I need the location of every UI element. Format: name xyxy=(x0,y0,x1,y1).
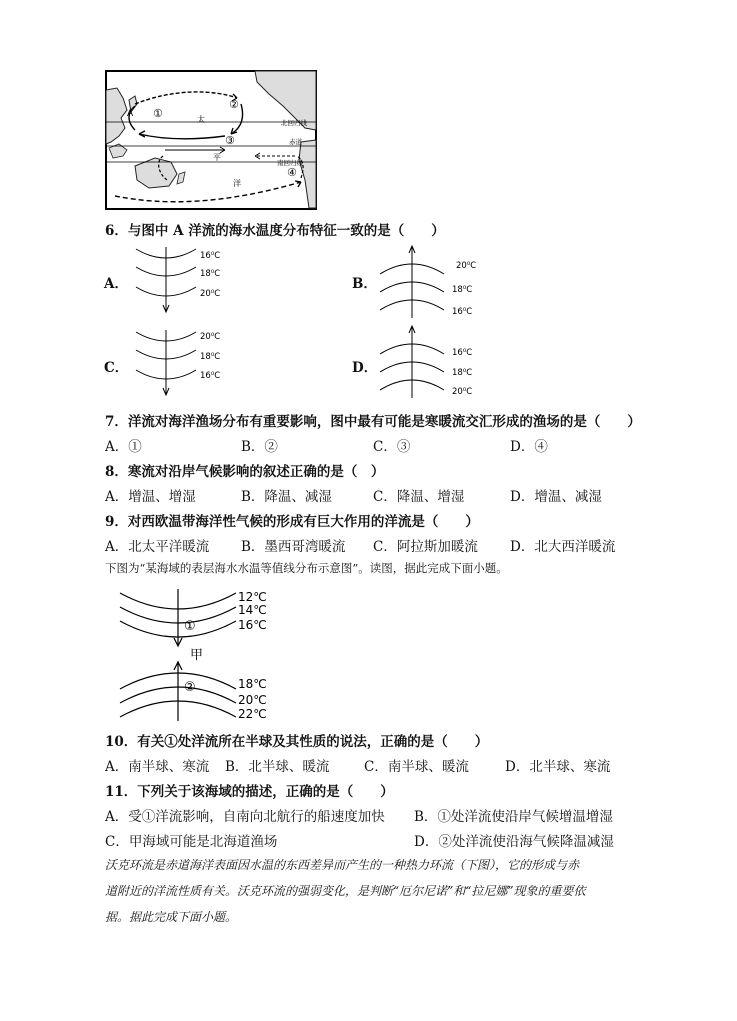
marker-3: ③ xyxy=(225,134,235,147)
isotherm-label-14: 14℃ xyxy=(238,603,267,617)
q9-stem: 9．对西欧温带海洋性气候的形成有巨大作用的洋流是（ ） xyxy=(105,514,479,530)
q9-option-a[interactable]: A．北太平洋暖流 xyxy=(105,539,210,555)
label-ping: 平 xyxy=(213,153,221,162)
q9-option-c[interactable]: C．阿拉斯加暖流 xyxy=(373,539,478,555)
q6-option-a-letter[interactable]: A． xyxy=(104,276,128,292)
q6-a-t1: 16⁰C xyxy=(200,251,221,261)
q8-option-a[interactable]: A．增温、增湿 xyxy=(105,489,196,505)
q7-option-d[interactable]: D．④ xyxy=(510,439,548,455)
q6-option-c-letter[interactable]: C． xyxy=(104,360,129,376)
marker-2: ② xyxy=(229,98,239,111)
q6-option-b-diagram xyxy=(370,244,490,320)
isotherm-label-16: 16℃ xyxy=(238,618,267,632)
q6-stem: 6．与图中 A 洋流的海水温度分布特征一致的是（ ） xyxy=(105,223,445,239)
q10-option-a[interactable]: A．南半球、寒流 xyxy=(105,759,210,775)
q6-a-t2: 18⁰C xyxy=(200,269,221,279)
q6-c-t3: 16⁰C xyxy=(200,371,221,381)
isotherm-diagram xyxy=(110,585,290,725)
q6-d-t2: 18⁰C xyxy=(452,368,473,378)
label-equator: 赤道 xyxy=(289,138,302,146)
marker-4: ④ xyxy=(287,166,297,179)
q11-option-a[interactable]: A．受①洋流影响，自南向北航行的船速度加快 xyxy=(105,809,385,825)
q6-c-t2: 18⁰C xyxy=(200,352,221,362)
q10-option-b[interactable]: B．北半球、暖流 xyxy=(225,759,330,775)
q8-stem: 8．寒流对沿岸气候影响的叙述正确的是（ ） xyxy=(105,464,385,480)
q10-option-d[interactable]: D．北半球、寒流 xyxy=(505,759,611,775)
q6-b-t1: 20⁰C xyxy=(456,261,477,271)
q9-option-b[interactable]: B．墨西哥湾暖流 xyxy=(241,539,346,555)
isotherm-marker-1: ① xyxy=(184,619,196,634)
q7-option-c[interactable]: C．③ xyxy=(373,439,411,455)
q6-a-t3: 20⁰C xyxy=(200,289,221,299)
q11-option-c[interactable]: C．甲海域可能是北海道渔场 xyxy=(105,834,278,850)
q6-option-c-diagram xyxy=(118,328,228,398)
q6-option-a-diagram xyxy=(118,245,228,315)
isotherm-label-12: 12℃ xyxy=(238,590,267,604)
q11-stem: 11．下列关于该海域的描述，正确的是（ ） xyxy=(105,784,394,800)
q6-d-t3: 20⁰C xyxy=(452,387,473,397)
q9-option-d[interactable]: D．北大西洋暖流 xyxy=(510,539,616,555)
label-tropic-cancer: 北回归线 xyxy=(281,119,307,127)
q11-option-d[interactable]: D．②处洋流使沿海气候降温减湿 xyxy=(414,834,614,850)
isotherm-label-22: 22℃ xyxy=(238,707,267,721)
q8-option-c[interactable]: C．降温、增湿 xyxy=(373,489,465,505)
isotherm-label-18: 18℃ xyxy=(238,677,267,691)
label-tropic-capricorn: 南回归线 xyxy=(277,159,303,167)
q6-b-t3: 16⁰C xyxy=(452,307,473,317)
marker-1: ① xyxy=(153,107,163,120)
q6-c-t1: 20⁰C xyxy=(200,332,221,342)
q6-b-t2: 18⁰C xyxy=(452,285,473,295)
label-A: A xyxy=(127,109,134,119)
q6-d-t1: 16⁰C xyxy=(452,348,473,358)
q10-stem: 10．有关①处洋流所在半球及其性质的说法，正确的是（ ） xyxy=(105,734,489,750)
q7-option-b[interactable]: B．② xyxy=(241,439,278,455)
intro-walker-line-3: 据。据此完成下面小题。 xyxy=(105,910,238,924)
q8-option-b[interactable]: B．降温、减湿 xyxy=(241,489,332,505)
pacific-ocean-current-map xyxy=(105,70,317,210)
q11-option-b[interactable]: B．①处洋流使沿岸气候增温增湿 xyxy=(414,809,613,825)
intro-isotherm-text: 下图为“某海域的表层海水水温等值线分布示意图”。读图，据此完成下面小题。 xyxy=(105,561,508,575)
q6-option-d-diagram xyxy=(370,324,490,400)
q10-option-c[interactable]: C．南半球、暖流 xyxy=(364,759,469,775)
intro-walker-line-2: 道附近的洋流性质有关。沃克环流的强弱变化，是判断“厄尔尼诺”和“拉尼娜”现象的重要依 xyxy=(105,884,586,898)
label-tai: 太 xyxy=(197,115,205,124)
q8-option-d[interactable]: D．增温、减湿 xyxy=(510,489,602,505)
q6-option-d-letter[interactable]: D． xyxy=(352,360,378,376)
q7-stem: 7．洋流对海洋渔场分布有重要影响，图中最有可能是寒暖流交汇形成的渔场的是（ ） xyxy=(105,414,641,430)
isotherm-marker-2: ② xyxy=(184,680,196,695)
q7-option-a[interactable]: A．① xyxy=(105,439,142,455)
label-yang: 洋 xyxy=(233,179,241,188)
q6-option-b-letter[interactable]: B． xyxy=(352,276,377,292)
intro-walker-line-1: 沃克环流是赤道海洋表面因水温的东西差异而产生的一种热力环流（下图），它的形成与赤 xyxy=(105,858,580,872)
isotherm-label-20: 20℃ xyxy=(238,693,267,707)
isotherm-label-jia: 甲 xyxy=(190,648,204,663)
